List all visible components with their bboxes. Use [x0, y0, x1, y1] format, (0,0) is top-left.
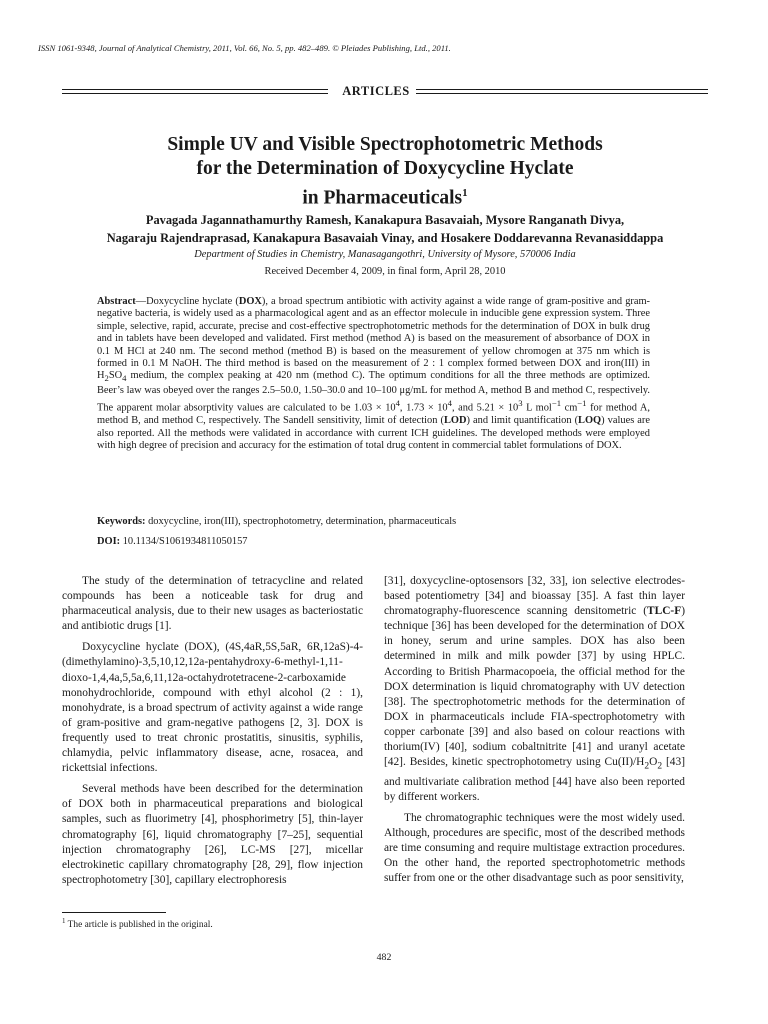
- abstract-superscript: −1: [577, 398, 587, 409]
- footnote: [62, 917, 362, 930]
- abstract-superscript: 3: [518, 398, 523, 409]
- keywords-text: doxycycline, iron(III), spectrophotometry, determination, pharmaceuticals: [145, 516, 457, 527]
- title-footnote-mark: 1: [462, 187, 468, 199]
- abstract-loq-term: LOQ: [578, 415, 602, 427]
- abstract-text: —Doxycycline hyclate (: [135, 296, 239, 307]
- paragraph: Doxycycline hyclate (DOX), (4S,4aR,5S,5aR, 6R,12aS)-4-(dimethylamino)-3,5,10,12,12a-pentahydroxy-6-methyl-1,11-dioxo-1,4,4a,5,5a,6,11,12a-octahydrotetracene-2-carboxamide monohydrochloride, compound with ethyl alcohol (2 : 1), monohydrate, is a broad spectrum of activity against a wide range of gram-positive and gram-negative pathogens [2, 3]. DOX is frequently used to treat chronic prostatitis, sinusitis, syphilis, chlamydia, pelvic inflammatory disease, acne, rosacea, and rickettsial infections.: [62, 641, 363, 775]
- abstract-text: SO: [108, 370, 123, 382]
- authors: [40, 211, 730, 247]
- doi-value: 10.1134/S1061934811050157: [120, 536, 248, 547]
- received-dates: Received December 4, 2009, in final form, April 28, 2010: [264, 266, 506, 277]
- abstract: [97, 296, 650, 452]
- journal-citation-header: ISSN 1061-9348, Journal of Analytical Chemistry, 2011, Vol. 66, No. 5, pp. 482–489. © Pleiades Publishing, Ltd., 2011.: [38, 43, 451, 53]
- footnote-mark: 1: [62, 917, 66, 925]
- paragraph: [384, 574, 685, 805]
- doi: [97, 536, 650, 547]
- footnote-text: The article is published in the original.: [65, 920, 213, 931]
- section-rule-right: [416, 89, 708, 94]
- abstract-text: cm: [561, 402, 578, 414]
- tlc-f-term: TLC-F: [647, 605, 682, 618]
- abstract-label: Abstract: [97, 296, 136, 307]
- abstract-subscript: 4: [122, 373, 127, 384]
- body-column-left: [62, 574, 363, 888]
- abstract-text: for method A, method B, and method C, respectively. The Sandell sensitivity, limit of detection (: [97, 402, 650, 427]
- paragraph-text: O: [649, 756, 658, 769]
- footnote-rule: [62, 912, 166, 913]
- abstract-text: L mol: [522, 402, 552, 414]
- doi-label: DOI:: [97, 536, 121, 547]
- paragraph-text: ) technique [36] has been developed for the determination of DOX in honey, serum and urine samples. DOX has also been determined in milk and milk powder [37] by using HPLC. According to British Pharmacopoeia, the official method for the DOX determination is liquid chromatography with UV detection [38]. The spectrophotometric methods for the determination of DOX in pharmaceuticals include FIA-spectrophotometry with copper carbonate [39] and also based on colour reactions with thorium(IV) [40], sodium cobaltnitrite [41] and uranyl acetate [42]. Besides, kinetic spectrophotometry using Cu(II)/H: [384, 605, 685, 769]
- abstract-subscript: 2: [104, 373, 109, 384]
- abstract-text: , 1.73 × 10: [399, 402, 448, 414]
- keywords: [97, 516, 650, 527]
- section-label: ARTICLES: [342, 84, 410, 98]
- paragraph: The study of the determination of tetracycline and related compounds has been a noticeable task for drug and pharmaceutical analysis, due to their new usages as bacteriostatic and antibiotic drugs [1].: [62, 575, 363, 633]
- abstract-dox-term: DOX: [238, 296, 262, 307]
- abstract-superscript: 4: [447, 398, 452, 409]
- authors-line-2: Nagaraju Rajendraprasad, Kanakapura Basavaiah Vinay, and Hosakere Doddarevanna Revanasiddappa: [106, 231, 664, 245]
- paragraph-text: [31], doxycycline-optosensors [32, 33], ion selective electrodes-based potentiometry [34] and bioassay [35]. A fast thin layer chromatography-fluorescence scanning densitometric (: [384, 575, 685, 618]
- body-column-right: [384, 574, 685, 886]
- section-rule-left: [62, 89, 328, 94]
- abstract-text: ) and limit quantification (: [466, 415, 579, 427]
- subscript: 2: [657, 761, 663, 772]
- article-title: [60, 133, 710, 211]
- authors-line-1: Pavagada Jagannathamurthy Ramesh, Kanakapura Basavaiah, Mysore Ranganath Divya,: [145, 213, 625, 227]
- subscript: 2: [644, 761, 650, 772]
- title-line-2: for the Determination of Doxycycline Hyclate: [196, 158, 574, 179]
- paragraph: The chromatographic techniques were the most widely used. Although, procedures are specific, most of the described methods are time consuming and require multistage extraction procedures. On the other hand, the reported spectrophotometric methods suffer from one or the other disadvantage such as poor sensitivity,: [384, 811, 685, 885]
- section-heading: [62, 85, 708, 101]
- abstract-text: ) values are also reported. All the methods were validated in accordance with current ICH guidelines. The developed methods were employed with high degree of precision and accuracy for the estimation of total drug content in commercial tablet formulations of DOX.: [97, 415, 650, 452]
- title-line-3: [60, 181, 710, 211]
- abstract-superscript: 4: [395, 398, 400, 409]
- abstract-lod-term: LOD: [443, 415, 467, 427]
- keywords-label: Keywords:: [97, 516, 146, 527]
- title-line-1: Simple UV and Visible Spectrophotometric Methods: [167, 134, 603, 155]
- affiliation: Department of Studies in Chemistry, Manasagangothri, University of Mysore, 570006 India: [194, 249, 576, 260]
- abstract-text: , and 5.21 × 10: [451, 402, 519, 414]
- page-number: 482: [376, 952, 392, 963]
- abstract-text: ), a broad spectrum antibiotic with activity against a wide range of gram-positive and gram-negative bacteria, is widely used as a pharmacological agent and as an effector molecule in inducible gene expression system. Three simple, selective, rapid, accurate, precise and cost-effective spectrophotometric methods for the determination of DOX in bulk drug and in tablets have been developed and validated. First method (method A) is based on the measurement of absorbance of DOX in 0.1 M HCl at 240 nm. The second method (method B) is based on the measurement of yellow chromogen at 375 nm which is formed in 0.1 M NaOH. The third method is based on the measurement of 2 : 1 complex formed between DOX and iron(III) in H: [97, 296, 651, 382]
- title-line-3-text: in Pharmaceuticals: [302, 187, 463, 209]
- paragraph: Several methods have been described for the determination of DOX both in pharmaceutical preparations and biological samples, such as fluorimetry [4], phosphorimetry [5], thin-layer chromatography [6], liquid chromatography [7–25], sequential injection chromatography [26], LC-MS [27], micellar electrokinetic capillary chromatography [28, 29], flow injection spectrophotometry [30], capillary electrophoresis: [62, 783, 363, 886]
- abstract-superscript: −1: [551, 398, 562, 409]
- paragraph-text: [43] and multivariate calibration method [44] have also been reported by different workers.: [384, 756, 685, 803]
- abstract-text: medium, the complex peaking at 420 nm (method C). The optimum conditions for all the three methods are optimized. Beer’s law was obeyed over the ranges 2.5–50.0, 1.50–30.0 and 10–100 μg/mL for method A, method B and method C, respectively. The apparent molar absorptivity values are calculated to be 1.03 × 10: [97, 370, 650, 414]
